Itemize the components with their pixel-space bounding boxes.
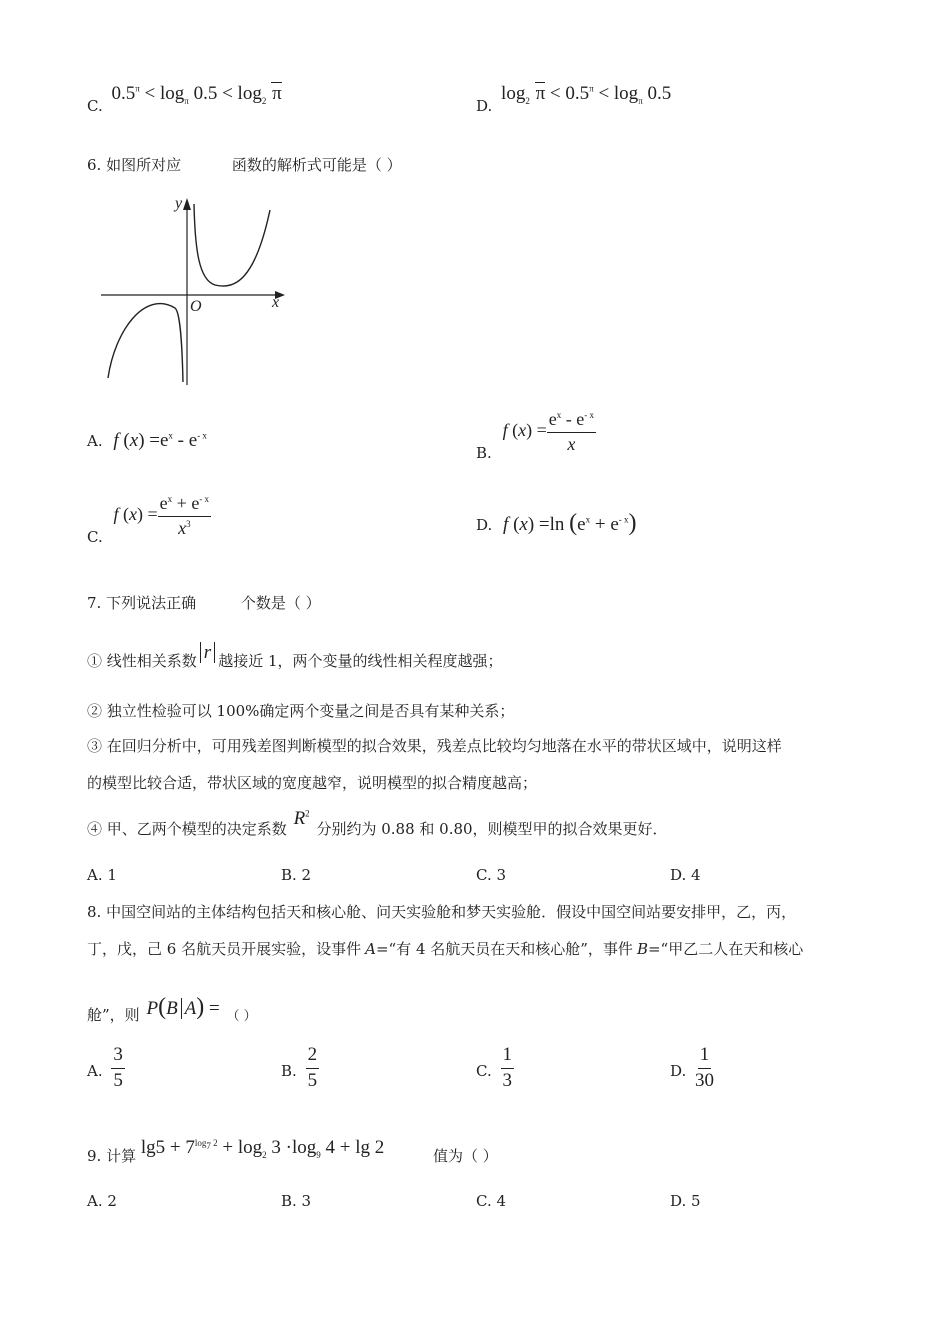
q8-option-b[interactable]: B. $\frac{2}{5}$ [281, 1044, 318, 1091]
q9-expression: $\lg 5 + 7^{log_7 2} + \log_2 3 \cdot\log_9$ 4 + lg 2 [140, 1137, 385, 1160]
q9-prompt: 9. 计算 $\lg 5 + 7^{log_7 2} + \log_2 3 \cdot\log_9$ 4 + lg 2 值为（ ） [87, 1137, 498, 1165]
q7-option-c[interactable]: C. 3 [476, 866, 507, 884]
fraction: $\frac{1}{3}$ [502, 1044, 512, 1091]
origin-label: O [190, 298, 202, 315]
option-label: C. [87, 528, 103, 547]
option-label: C. [87, 97, 103, 115]
q7-statement-2: ② 独立性检验可以 100%确定两个变量之间是否具有某种关系； [87, 702, 515, 720]
q9-option-a[interactable]: A. 2 [87, 1192, 117, 1210]
q7-statement-1 [87, 642, 503, 672]
q7-prompt-part1: 7. 下列说法正确 [87, 594, 197, 612]
q7-statement-3-line2: 的模型比较合适，带状区域的宽度越窄，说明模型的拟合精度越高； [87, 774, 538, 792]
r-squared: $R^2$ [293, 808, 310, 829]
statement-text: ④ 甲、乙两个模型的决定系数 [87, 820, 287, 838]
q6-option-d[interactable] [476, 510, 637, 537]
x-axis-label: x [272, 294, 280, 311]
statement-text: ① 线性相关系数 [87, 652, 197, 670]
q9-option-b[interactable]: B. 3 [281, 1192, 312, 1210]
q7-option-a[interactable]: A. 1 [87, 866, 117, 884]
q5-option-c-formula: $0.5^\pi < \log_\pi 0.5 < \log_2 \pi$ [111, 83, 282, 106]
q9-option-d[interactable]: D. 5 [670, 1192, 701, 1210]
option-label: B. [476, 444, 492, 463]
q5-option-d[interactable] [476, 83, 672, 115]
q8-line-1: 8. 中国空间站的主体结构包括天和核心舱、问天实验舱和梦天实验舱．假设中国空间站要安排甲，乙，丙， [87, 903, 797, 921]
q7-statement-4 [87, 808, 668, 840]
fraction: $\frac{1}{30}$ [695, 1044, 715, 1091]
fraction: $\frac{2}{5}$ [307, 1044, 318, 1091]
fraction: $\frac{3}{5}$ [113, 1044, 123, 1091]
q6-option-b-formula: f (x) = $\frac{e^x - e^{- x}}{x}$ [502, 409, 594, 454]
event-a: A [365, 940, 376, 958]
q7-option-b[interactable]: B. 2 [281, 866, 312, 884]
q6-prompt-part1: 6. 如图所对应 [87, 156, 182, 174]
q9-option-c[interactable]: C. 4 [476, 1192, 507, 1210]
y-axis-label: y [175, 195, 183, 212]
statement-text: 越接近 1，两个变量的线性相关程度越强； [218, 652, 503, 670]
option-label: D. [476, 97, 493, 115]
q8-line-2: 丁，戊，己 6 名航天员开展实验，设事件 A=“有 4 名航天员在天和核心舱”，事件 B=“甲乙二人在天和核心 [87, 940, 804, 958]
conditional-probability: P(B A) = [146, 994, 220, 1020]
q6-option-c-formula: f (x) = $\frac{e^x + e^{- x}}{x^3}$ [113, 493, 210, 538]
event-b: B [636, 940, 648, 958]
q6-function-graph [95, 190, 295, 390]
q6-prompt-part2: 函数的解析式可能是（ ） [231, 156, 402, 174]
y-axis-arrow [183, 198, 191, 210]
q7-prompt-part2: 个数是（ ） [240, 594, 321, 612]
q6-option-d-formula: f (x) =ln $(e^x + e^{- x})$ [503, 510, 637, 536]
q6-prompt [87, 154, 402, 175]
option-label: D. [476, 516, 493, 534]
q8-option-c[interactable]: C. $\frac{1}{3}$ [476, 1044, 512, 1091]
q7-option-d[interactable]: D. 4 [670, 866, 701, 884]
option-label: A. [87, 432, 103, 450]
q6-option-a[interactable] [87, 430, 207, 452]
q7-prompt [87, 592, 321, 613]
q5-option-c[interactable] [87, 83, 282, 115]
curve-left-branch [108, 304, 183, 382]
statement-text: 分别约为 0.88 和 0.80，则模型甲的拟合效果更好． [316, 820, 668, 838]
q8-option-d[interactable]: D. $\frac{1}{30}$ [670, 1044, 715, 1091]
q7-statement-3-line1: ③ 在回归分析中，可用残差图判断模型的拟合效果，残差点比较均匀地落在水平的带状区域中，说明这样 [87, 737, 782, 755]
q6-option-b[interactable] [476, 409, 596, 463]
q8-line-3: 舱”，则 P(B A) = （ ） [87, 994, 257, 1024]
q6-option-a-formula: f $(x) =e^x - e^{- x}$ [113, 430, 207, 451]
q8-option-a[interactable]: A. $\frac{3}{5}$ [87, 1044, 123, 1091]
q5-option-d-formula: $\log_2 \pi < 0.5^\pi < \log_\pi 0.5$ [501, 83, 672, 106]
abs-r: r [200, 642, 215, 663]
q6-option-c[interactable] [87, 493, 211, 547]
curve-right-branch [194, 204, 270, 286]
